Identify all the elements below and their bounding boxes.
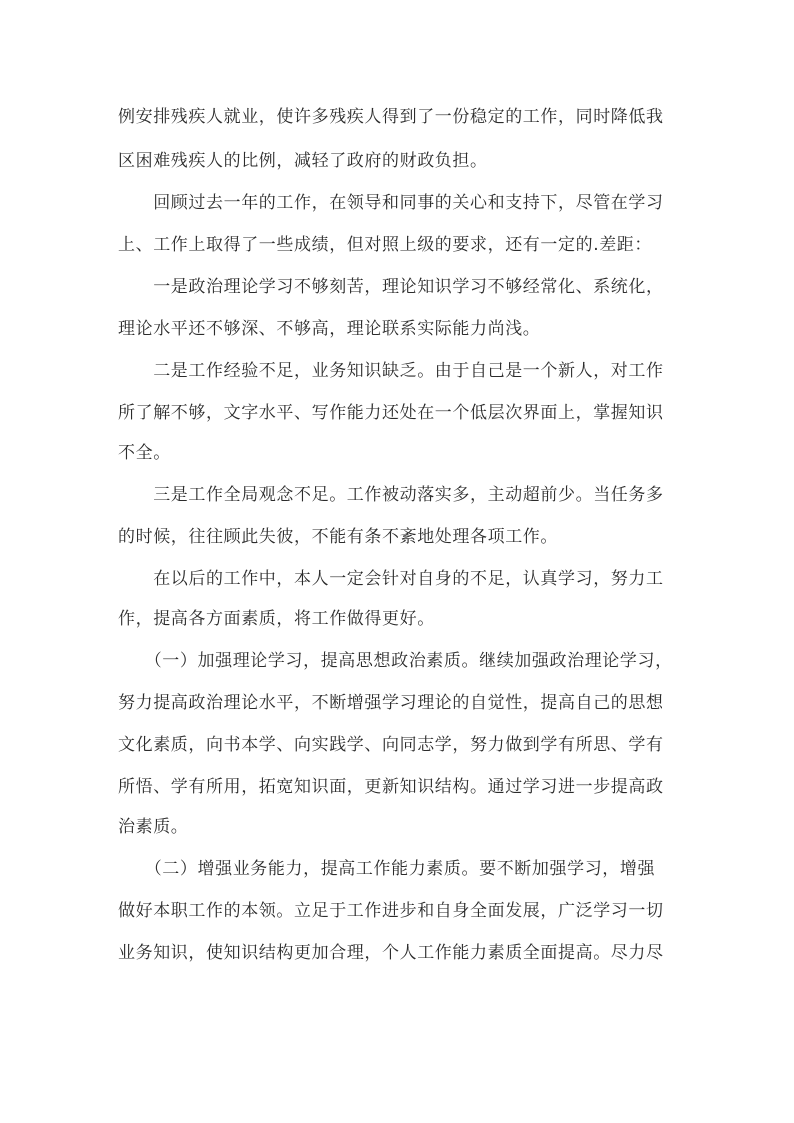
text-line: 做好本职工作的本领。立足于工作进步和自身全面发展，广泛学习一切 — [118, 901, 664, 921]
text-line: 回顾过去一年的工作，在领导和同事的关心和支持下，尽管在学习 — [118, 193, 664, 213]
text-line: 在以后的工作中，本人一定会针对自身的不足，认真学习，努力工 — [118, 569, 664, 589]
text-line: 不全。 — [118, 443, 171, 463]
text-line: （二）增强业务能力，提高工作能力素质。要不断加强学习，增强 — [118, 859, 656, 879]
text-line: 上、工作上取得了一些成绩，但对照上级的要求，还有一定的.差距： — [118, 235, 653, 255]
text-line: 努力提高政治理论水平，不断增强学习理论的自觉性，提高自己的思想 — [118, 693, 664, 713]
text-line: 所悟、学有所用，拓宽知识面，更新知识结构。通过学习进一步提高政 — [118, 777, 664, 797]
text-line: 例安排残疾人就业，使许多残疾人得到了一份稳定的工作，同时降低我 — [118, 107, 664, 127]
text-line: 三是工作全局观念不足。工作被动落实多，主动超前少。当任务多 — [118, 485, 664, 505]
text-line: 所了解不够，文字水平、写作能力还处在一个低层次界面上，掌握知识 — [118, 403, 664, 423]
text-line: （一）加强理论学习，提高思想政治素质。继续加强政治理论学习， — [118, 651, 673, 671]
text-line: 一是政治理论学习不够刻苦，理论知识学习不够经常化、系统化， — [118, 277, 664, 297]
text-line: 文化素质，向书本学、向实践学、向同志学，努力做到学有所思、学有 — [118, 735, 664, 755]
text-line: 治素质。 — [118, 817, 189, 837]
text-line: 作，提高各方面素质，将工作做得更好。 — [118, 609, 435, 629]
text-line: 业务知识，使知识结构更加合理，个人工作能力素质全面提高。尽力尽 — [118, 943, 664, 963]
text-line: 的时候，往往顾此失彼，不能有条不紊地处理各项工作。 — [118, 527, 558, 547]
text-line: 区困难残疾人的比例，减轻了政府的财政负担。 — [118, 151, 488, 171]
text-line: 理论水平还不够深、不够高，理论联系实际能力尚浅。 — [118, 319, 541, 339]
text-line: 二是工作经验不足，业务知识缺乏。由于自己是一个新人，对工作 — [118, 361, 664, 381]
